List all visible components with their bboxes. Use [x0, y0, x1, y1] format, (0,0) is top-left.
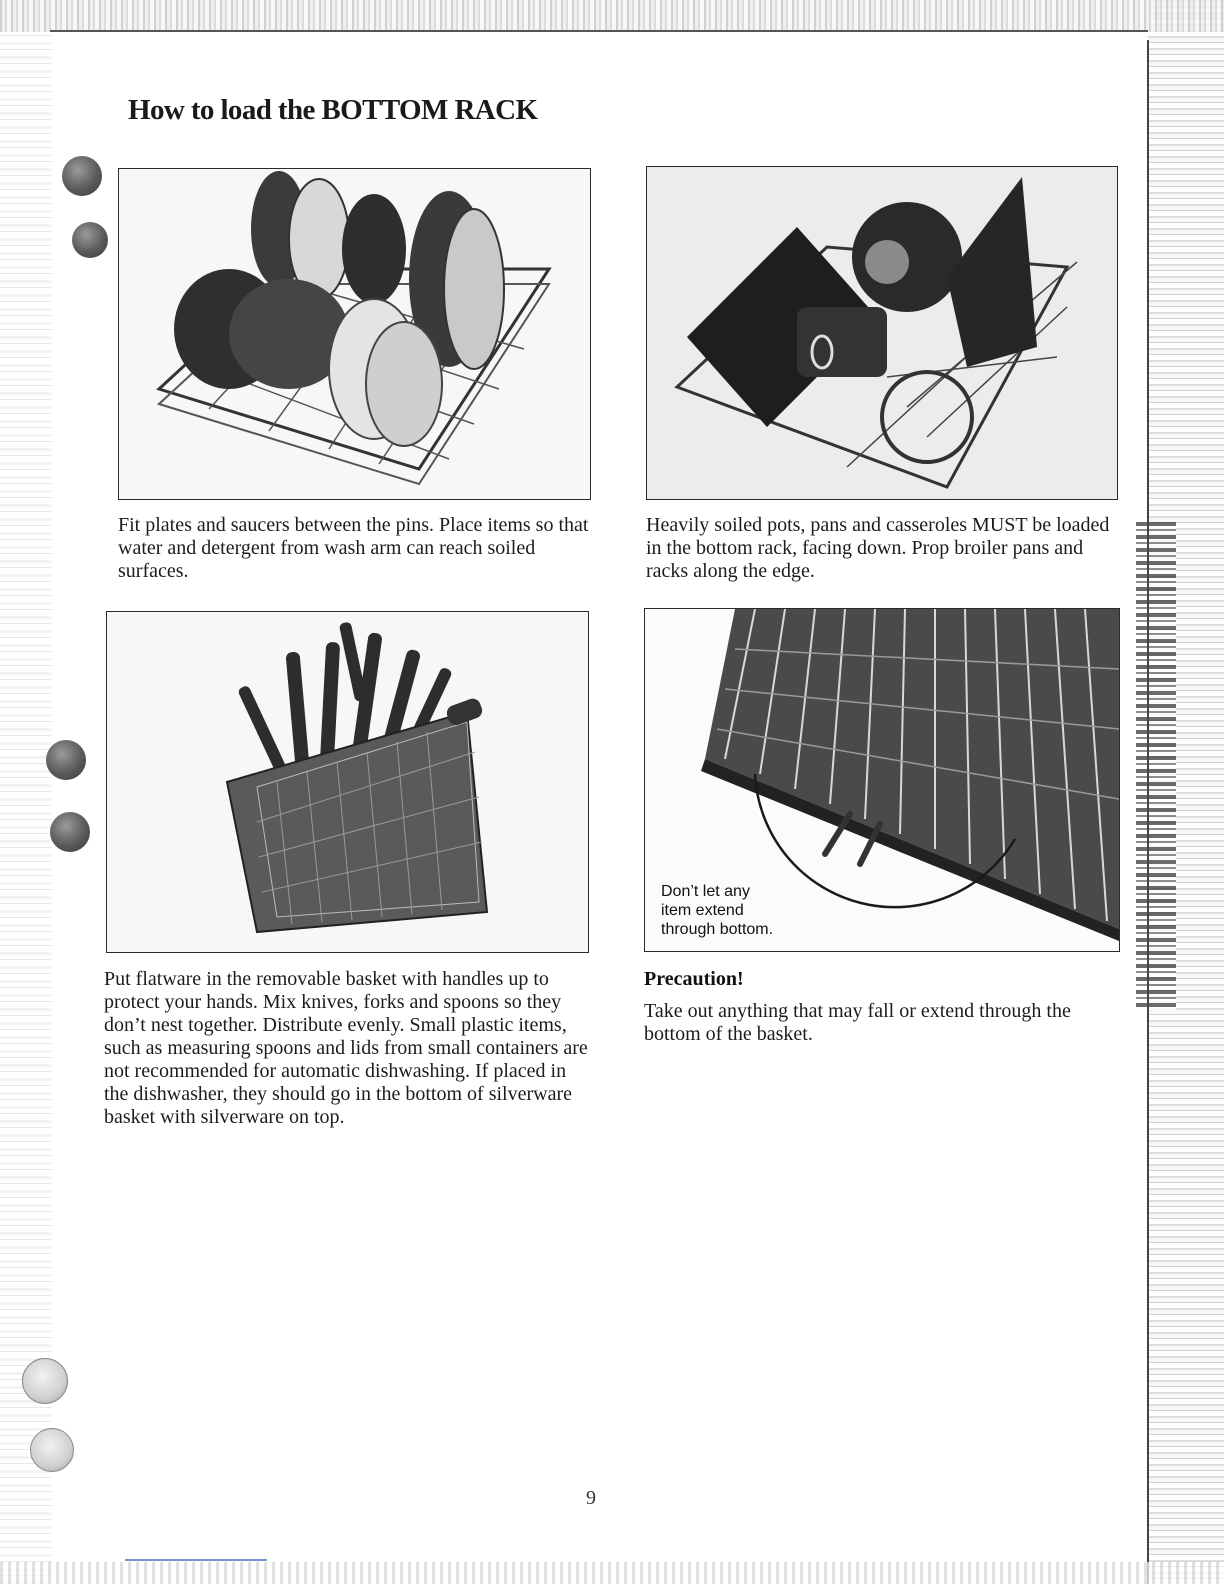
dishes-in-rack-illustration: [119, 169, 590, 499]
callout-line: Don’t let any: [661, 883, 750, 900]
scan-margin-bottom: [0, 1562, 1224, 1584]
binder-hole-1: [62, 156, 102, 196]
binder-hole-4: [50, 812, 90, 852]
basket-callout: [661, 882, 773, 939]
dishes-caption: Fit plates and saucers between the pins. Place items so that water and detergent from wash arm can reach soiled surfaces.: [118, 514, 589, 582]
silverware-basket-illustration: [107, 612, 588, 952]
page-edge-top: [50, 30, 1148, 32]
callout-line: item extend: [661, 902, 744, 919]
binder-hole-2: [72, 222, 108, 258]
silverware-basket-photo: [106, 611, 589, 953]
binder-hole-6: [30, 1428, 74, 1472]
binder-hole-3: [46, 740, 86, 780]
silverware-caption: Put flatware in the removable basket with handles up to protect your hands. Mix knives, forks and spoons so they don’t nest together. Distribute evenly. Small plastic items, such as measuring spoons and lids from small containers are not recommended for automatic dishwashing. If placed in the dishwasher, they should go in the bottom of silverware basket with silverware on top.: [104, 968, 588, 1128]
callout-line: through bottom.: [661, 921, 774, 938]
page-edge-right: [1147, 40, 1149, 1584]
basket-bottom-closeup-photo: [644, 608, 1120, 952]
precaution-caption: Take out anything that may fall or extend through the bottom of the basket.: [644, 1000, 1071, 1045]
pots-and-pans-photo: [646, 166, 1118, 500]
scan-bleedthrough-text: [1136, 522, 1176, 1010]
page-title: How to load the BOTTOM RACK: [128, 94, 538, 126]
pots-caption: Heavily soiled pots, pans and casseroles MUST be loaded in the bottom rack, facing down. Prop broiler pans and racks along the edge.: [646, 514, 1110, 582]
pots-and-pans-illustration: [647, 167, 1117, 499]
precaution-heading: Precaution!: [644, 968, 744, 990]
scan-margin-left: [0, 0, 52, 1584]
page-edge-mark: [125, 1559, 267, 1561]
dishes-in-rack-photo: [118, 168, 591, 500]
page-number: 9: [586, 1487, 596, 1509]
scan-margin-top: [0, 0, 1224, 32]
binder-hole-5: [22, 1358, 68, 1404]
